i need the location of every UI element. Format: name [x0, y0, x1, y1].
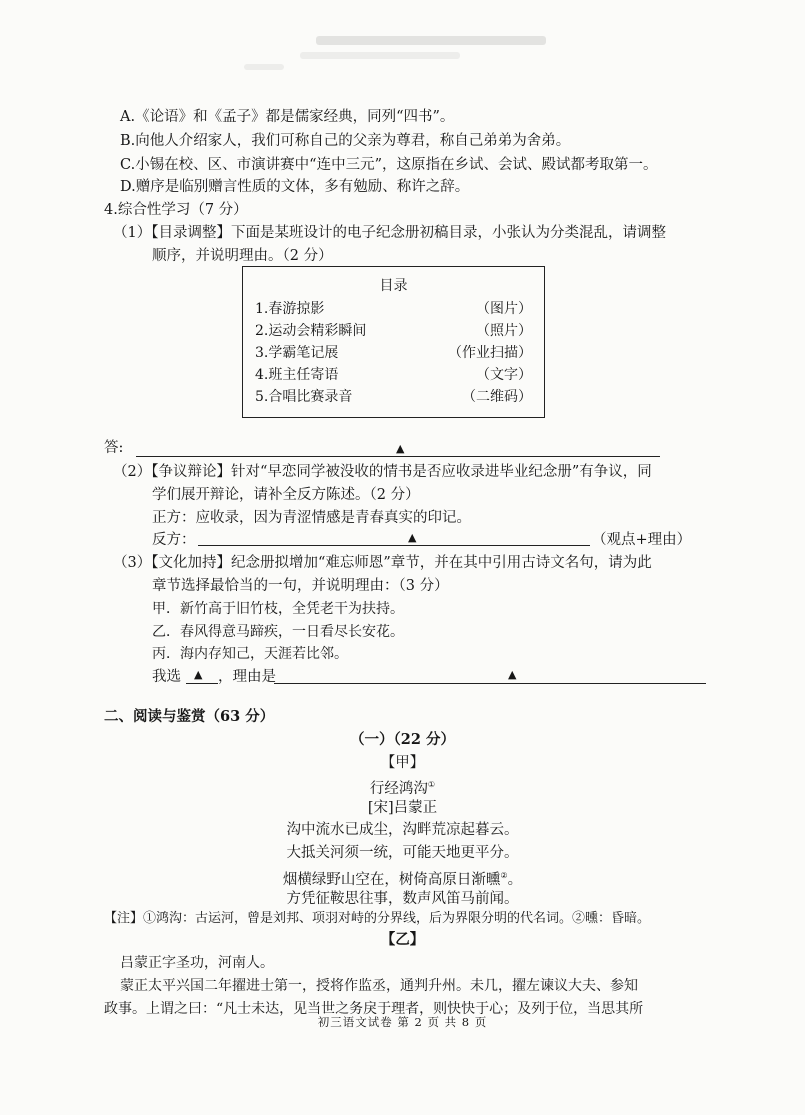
prose-line: 政事。上谓之曰：“凡士未达，见当世之务戾于理者，则快快于心；及列于位，当思其所 — [104, 1001, 644, 1017]
toc-row — [255, 386, 532, 408]
toc-item-name: 5.合唱比赛录音 — [255, 389, 353, 405]
choose-label: 我选 — [152, 669, 181, 685]
poem-line-3 — [0, 865, 805, 891]
prose-line: 蒙正太平兴国二年擢进士第一，授将作监丞，通判升州。未几，擢左谏议大夫、参知 — [120, 978, 638, 994]
toc-box — [242, 266, 545, 418]
answer-label: 答: — [104, 440, 124, 456]
blank-marker: ▲ — [408, 531, 417, 544]
choice-jia: 甲．新竹高于旧竹枝，全凭老干为扶持。 — [152, 601, 404, 617]
option-a: A.《论语》和《孟子》都是儒家经典，同列“四书”。 — [120, 109, 455, 125]
poem-author: [宋]吕蒙正 — [367, 800, 438, 816]
con-answer-blank[interactable] — [198, 545, 590, 546]
bleed-through-mark — [244, 64, 284, 70]
poem-note-mark: ① — [427, 780, 436, 789]
poem-title: 行经鸿沟 — [369, 780, 428, 797]
option-d: D.赠序是临别赠言性质的文体，多有勉励、称许之辞。 — [120, 179, 470, 195]
q4-part1-line2: 顺序，并说明理由。（2 分） — [152, 248, 333, 264]
toc-row — [255, 364, 532, 386]
option-c: C.小锡在校、区、市演讲赛中“连中三元”，这原指在乡试、会试、殿试都考取第一。 — [120, 157, 658, 173]
poem-line: 沟中流水已成尘，沟畔荒凉起暮云。 — [286, 822, 519, 838]
blank-marker: ▲ — [396, 442, 405, 455]
pro-statement: 正方：应收录，因为青涩情感是青春真实的印记。 — [152, 510, 471, 526]
toc-item-name: 4.班主任寄语 — [255, 367, 339, 383]
q4-part1-line1: （1）【目录调整】下面是某班设计的电子纪念册初稿目录，小张认为分类混乱，请调整 — [113, 225, 666, 241]
toc-item-type: （文字） — [476, 367, 532, 383]
toc-item-name: 3.学霸笔记展 — [255, 345, 339, 361]
blank-marker: ▲ — [508, 668, 517, 681]
poem-annotation: 【注】①鸿沟：古运河，曾是刘邦、项羽对峙的分界线，后为界限分明的代名词。②曛：昏暗。 — [104, 911, 651, 926]
toc-title: 目录 — [379, 278, 408, 294]
toc-item-type: （照片） — [476, 323, 532, 339]
section2-heading: 二、阅读与鉴赏（63 分） — [104, 708, 275, 725]
q4-part2-line2: 学们展开辩论，请补全反方陈述。（2 分） — [152, 487, 420, 503]
blank-marker: ▲ — [194, 668, 203, 681]
con-label: 反方： — [152, 532, 196, 548]
toc-item-name: 2.运动会精彩瞬间 — [255, 323, 367, 339]
q4-heading: 4.综合性学习（7 分） — [104, 202, 248, 218]
reason-blank[interactable] — [274, 683, 706, 684]
jia-label: 【甲】 — [380, 755, 425, 771]
toc-item-type: （作业扫描） — [448, 345, 532, 361]
q4-part3-line1: （3）【文化加持】纪念册拟增加“难忘师恩”章节，并在其中引用古诗文名句，请为此 — [113, 555, 652, 571]
poem-line: 烟横绿野山空在，树倚高原日渐曛 — [282, 871, 501, 888]
toc-item-type: （图片） — [476, 301, 532, 317]
toc-row — [255, 320, 532, 342]
choice-bing: 丙．海内存知己，天涯若比邻。 — [152, 646, 348, 662]
prose-line: 吕蒙正字圣功，河南人。 — [120, 955, 274, 971]
poem-title-line — [0, 774, 805, 800]
answer-blank[interactable] — [136, 456, 660, 457]
con-hint: （观点+理由） — [592, 532, 692, 548]
poem-note2-mark: ② — [500, 871, 508, 880]
page-footer: 初三语文试卷 第 2 页 共 8 页 — [317, 1015, 488, 1029]
choice-blank[interactable] — [186, 683, 218, 684]
toc-item-type: （二维码） — [462, 389, 532, 405]
q4-part2-line1: （2）【争议辩论】针对“早恋同学被没收的情书是否应收录进毕业纪念册”有争议，同 — [113, 464, 652, 480]
toc-row — [255, 298, 532, 320]
yi-label: 【乙】 — [380, 931, 425, 948]
poem-line: 方凭征鞍思往事，数声风笛马前闻。 — [286, 891, 519, 907]
poem-line: 大抵关河须一统，可能天地更平分。 — [286, 845, 519, 861]
bleed-through-mark — [316, 36, 546, 45]
reason-label: ，理由是 — [218, 669, 276, 685]
choice-yi: 乙．春风得意马蹄疾，一日看尽长安花。 — [152, 624, 404, 640]
toc-row — [255, 342, 532, 364]
poem-line-end: 。 — [507, 871, 523, 888]
toc-item-name: 1.春游掠影 — [255, 301, 325, 317]
part1-heading: （一）（22 分） — [350, 731, 455, 748]
option-b: B.向他人介绍家人，我们可称自己的父亲为尊君，称自己弟弟为舍弟。 — [120, 133, 571, 149]
bleed-through-mark — [300, 52, 460, 59]
q4-part3-line2: 章节选择最恰当的一句，并说明理由：（3 分） — [152, 578, 449, 594]
